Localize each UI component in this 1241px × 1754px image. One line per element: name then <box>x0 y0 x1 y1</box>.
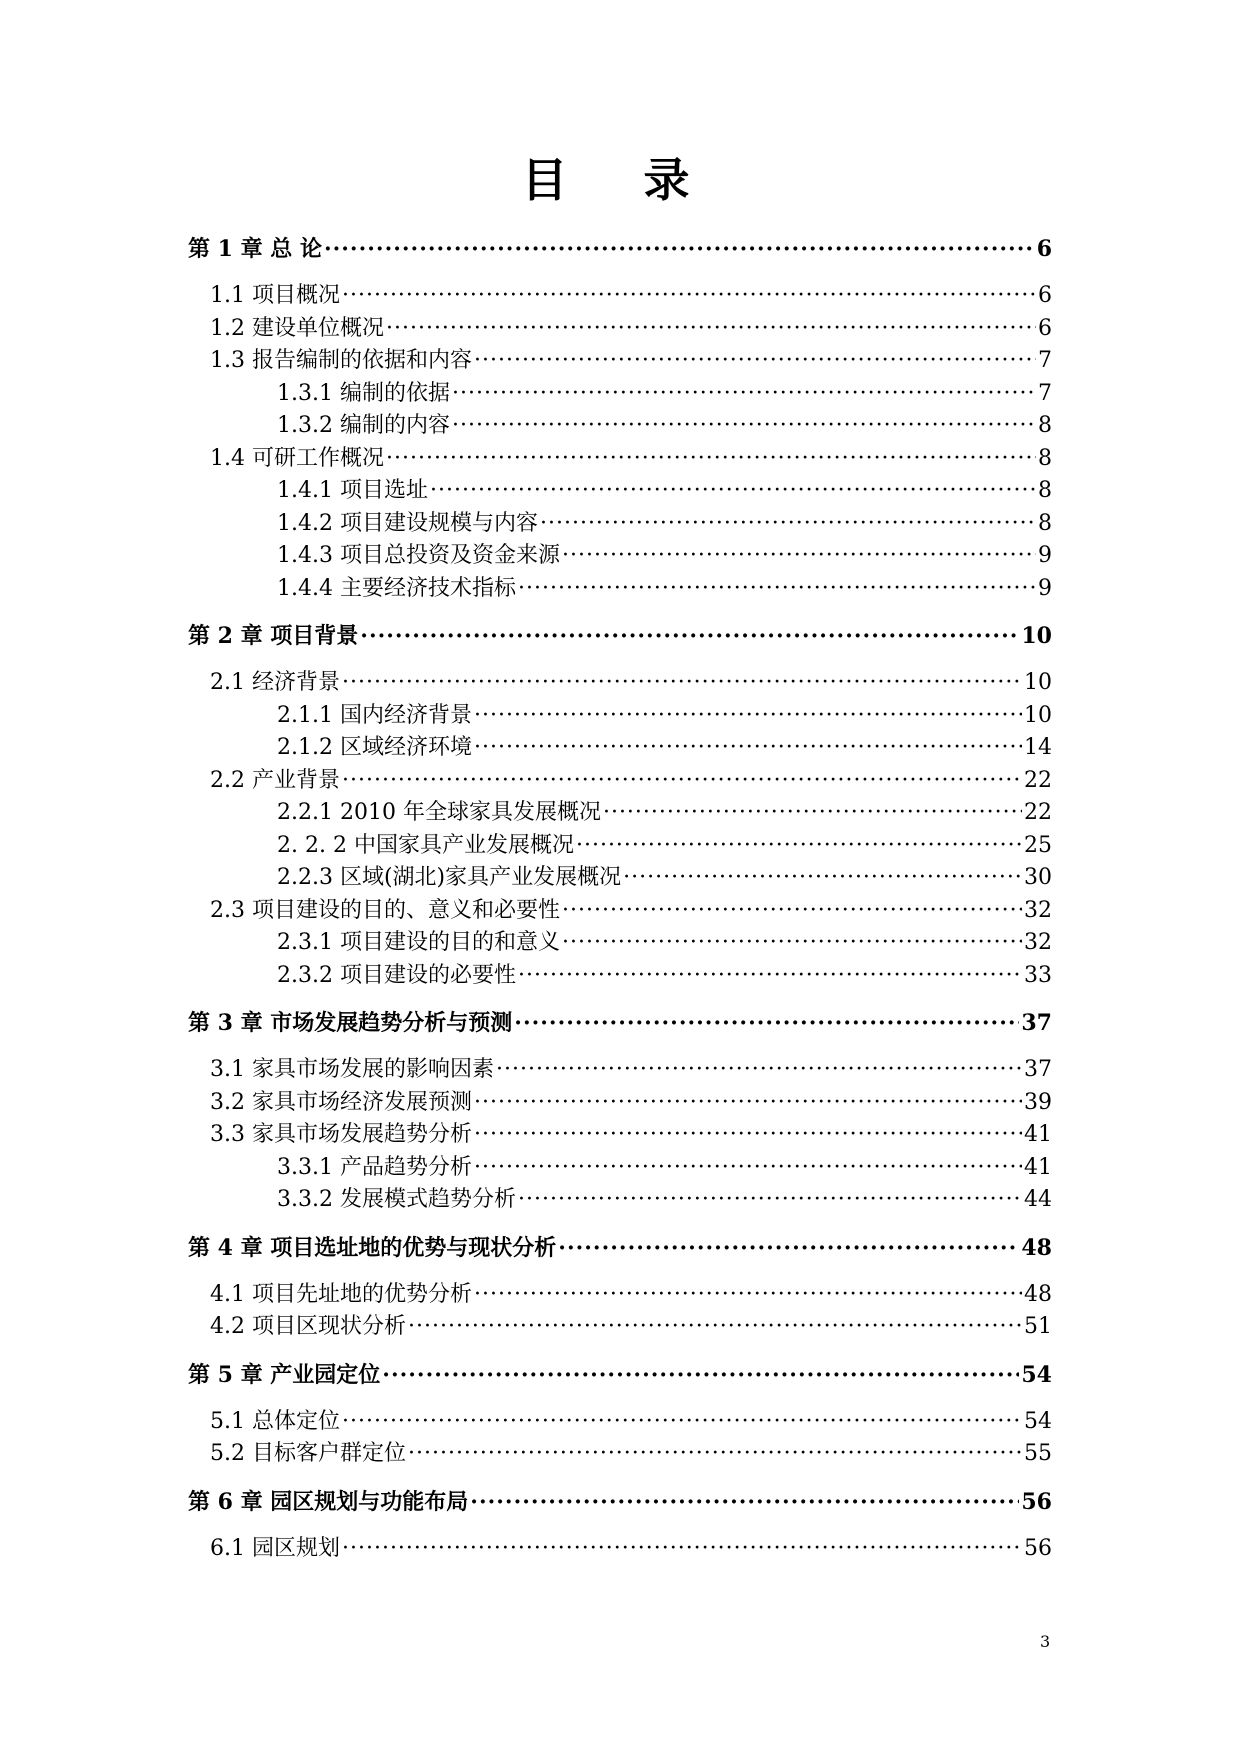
toc-entry-label: 5.1 总体定位 <box>210 1408 340 1434</box>
toc-entry-label: 2.1.1 国内经济背景 <box>277 702 472 728</box>
toc-entry-page: 14 <box>1024 735 1052 760</box>
toc-section-entry[interactable] <box>188 1311 1052 1344</box>
toc-section-entry[interactable] <box>188 443 1052 476</box>
toc-entry-label: 2.2.1 2010 年全球家具发展概况 <box>277 800 601 825</box>
toc-dot-leader <box>518 960 1022 993</box>
toc-dot-leader <box>576 830 1022 863</box>
toc-section-entry[interactable] <box>188 1087 1052 1120</box>
toc-entry-page: 39 <box>1024 1089 1052 1115</box>
toc-entry-page: 25 <box>1024 832 1052 858</box>
toc-section-entry[interactable] <box>188 830 1052 863</box>
toc-section-entry[interactable] <box>188 1279 1052 1312</box>
toc-entry-label: 1.4.1 项目选址 <box>277 478 428 503</box>
toc-entry-label: 2. 2. 2 中国家具产业发展概况 <box>277 832 574 858</box>
toc-section-entry[interactable] <box>188 508 1052 541</box>
toc-section-entry[interactable] <box>188 475 1052 508</box>
toc-entry-page: 33 <box>1024 962 1052 988</box>
toc-entry-page: 10 <box>1021 623 1052 649</box>
toc-section-entry[interactable] <box>188 1533 1052 1566</box>
toc-entry-label: 5.2 目标客户群定位 <box>210 1441 406 1466</box>
toc-entry-page: 22 <box>1024 767 1052 793</box>
toc-entry-label: 4.2 项目区现状分析 <box>210 1314 406 1339</box>
toc-dot-leader <box>474 1152 1022 1185</box>
toc-entry-label: 第 6 章 园区规划与功能布局 <box>188 1488 469 1515</box>
toc-entry-label: 2.3.2 项目建设的必要性 <box>277 962 516 988</box>
toc-chapter-entry[interactable] <box>188 1358 1052 1392</box>
toc-dot-leader <box>324 232 1035 266</box>
toc-dot-leader <box>474 1119 1022 1152</box>
toc-entry-label: 2.1 经济背景 <box>210 670 340 695</box>
toc-entry-page: 56 <box>1024 1535 1052 1561</box>
toc-section-entry[interactable] <box>188 1119 1052 1152</box>
toc-entry-page: 9 <box>1038 543 1052 568</box>
toc-entry-label: 3.3.2 发展模式趋势分析 <box>277 1187 516 1212</box>
toc-dot-leader <box>623 862 1022 895</box>
toc-entry-page: 37 <box>1021 1010 1052 1036</box>
toc-entry-page: 8 <box>1038 510 1052 536</box>
toc-dot-leader <box>518 1184 1022 1217</box>
toc-entry-label: 1.4.4 主要经济技术指标 <box>277 575 516 601</box>
toc-entry-label: 3.2 家具市场经济发展预测 <box>210 1089 472 1115</box>
toc-entry-label: 1.4 可研工作概况 <box>210 445 384 471</box>
toc-entry-page: 55 <box>1024 1441 1052 1466</box>
toc-entry-label: 1.3 报告编制的依据和内容 <box>210 348 472 373</box>
toc-entry-page: 48 <box>1024 1281 1052 1307</box>
toc-dot-leader <box>408 1438 1022 1471</box>
toc-dot-leader <box>540 508 1036 541</box>
toc-section-entry[interactable] <box>188 797 1052 830</box>
toc-section-entry[interactable] <box>188 667 1052 700</box>
toc-dot-leader <box>430 475 1036 508</box>
page-number: 3 <box>1040 1632 1051 1651</box>
toc-entry-label: 3.3 家具市场发展趋势分析 <box>210 1122 472 1147</box>
toc-dot-leader <box>496 1054 1022 1087</box>
toc-entry-label: 1.3.2 编制的内容 <box>277 413 450 438</box>
toc-entry-page: 41 <box>1024 1122 1052 1147</box>
toc-entry-page: 9 <box>1038 575 1052 601</box>
toc-entry-page: 48 <box>1021 1234 1052 1261</box>
toc-section-entry[interactable] <box>188 732 1052 765</box>
toc-section-entry[interactable] <box>188 1406 1052 1439</box>
toc-section-entry[interactable] <box>188 1184 1052 1217</box>
toc-entry-label: 3.1 家具市场发展的影响因素 <box>210 1057 494 1082</box>
toc-section-entry[interactable] <box>188 927 1052 960</box>
toc-entry-label: 1.1 项目概况 <box>210 283 340 308</box>
toc-entry-label: 2.3 项目建设的目的、意义和必要性 <box>210 897 560 923</box>
toc-entry-label: 1.2 建设单位概况 <box>210 315 384 341</box>
toc-entry-page: 30 <box>1024 865 1052 890</box>
toc-entry-label: 3.3.1 产品趋势分析 <box>277 1154 472 1180</box>
toc-entry-page: 8 <box>1038 478 1052 503</box>
toc-dot-leader <box>386 443 1036 476</box>
toc-dot-leader <box>603 797 1022 830</box>
toc-section-entry[interactable] <box>188 313 1052 346</box>
table-of-contents <box>188 232 1052 1565</box>
toc-entry-label: 1.4.3 项目总投资及资金来源 <box>277 543 560 568</box>
toc-dot-leader <box>562 927 1022 960</box>
toc-dot-leader <box>514 1006 1019 1040</box>
toc-entry-page: 10 <box>1024 670 1052 695</box>
toc-entry-page: 56 <box>1021 1488 1052 1515</box>
toc-entry-label: 第 1 章 总 论 <box>188 236 322 262</box>
toc-dot-leader <box>518 573 1036 606</box>
toc-section-entry[interactable] <box>188 280 1052 313</box>
toc-entry-label: 1.3.1 编制的依据 <box>277 380 450 406</box>
toc-section-entry[interactable] <box>188 540 1052 573</box>
toc-entry-page: 32 <box>1024 930 1052 955</box>
toc-section-entry[interactable] <box>188 765 1052 798</box>
toc-entry-page: 6 <box>1038 283 1052 308</box>
toc-dot-leader <box>342 1533 1022 1566</box>
toc-entry-label: 4.1 项目先址地的优势分析 <box>210 1281 472 1307</box>
toc-entry-label: 第 4 章 项目选址地的优势与现状分析 <box>188 1234 557 1261</box>
toc-entry-label: 1.4.2 项目建设规模与内容 <box>277 510 538 536</box>
toc-chapter-entry[interactable] <box>188 1231 1052 1265</box>
toc-entry-page: 37 <box>1024 1057 1052 1082</box>
toc-entry-label: 6.1 园区规划 <box>210 1535 340 1561</box>
toc-entry-page: 51 <box>1024 1314 1052 1339</box>
toc-entry-page: 7 <box>1038 348 1052 373</box>
toc-section-entry[interactable] <box>188 700 1052 733</box>
page-title: 目 录 <box>521 153 720 207</box>
toc-dot-leader <box>558 1231 1019 1265</box>
toc-entry-page: 6 <box>1036 236 1052 262</box>
toc-section-entry[interactable] <box>188 1438 1052 1471</box>
toc-dot-leader <box>452 410 1036 443</box>
toc-dot-leader <box>562 895 1022 928</box>
toc-dot-leader <box>452 378 1036 411</box>
toc-entry-page: 44 <box>1024 1187 1052 1212</box>
toc-dot-leader <box>474 345 1036 378</box>
toc-section-entry[interactable] <box>188 378 1052 411</box>
toc-dot-leader <box>342 1406 1022 1439</box>
toc-section-entry[interactable] <box>188 1054 1052 1087</box>
toc-dot-leader <box>470 1485 1019 1519</box>
toc-entry-page: 54 <box>1024 1408 1052 1434</box>
toc-dot-leader <box>342 765 1022 798</box>
toc-entry-label: 2.3.1 项目建设的目的和意义 <box>277 930 560 955</box>
toc-dot-leader <box>474 732 1022 765</box>
toc-section-entry[interactable] <box>188 960 1052 993</box>
toc-chapter-entry[interactable] <box>188 1485 1052 1519</box>
toc-dot-leader <box>382 1358 1019 1392</box>
toc-dot-leader <box>386 313 1036 346</box>
toc-entry-page: 6 <box>1038 315 1052 341</box>
toc-section-entry[interactable] <box>188 345 1052 378</box>
toc-entry-label: 第 2 章 项目背景 <box>188 623 359 649</box>
toc-entry-page: 8 <box>1038 445 1052 471</box>
toc-chapter-entry[interactable] <box>188 619 1052 653</box>
toc-dot-leader <box>342 280 1036 313</box>
toc-entry-page: 10 <box>1024 702 1052 728</box>
toc-section-entry[interactable] <box>188 1152 1052 1185</box>
toc-entry-label: 2.2 产业背景 <box>210 767 340 793</box>
toc-dot-leader <box>474 1279 1022 1312</box>
toc-entry-page: 22 <box>1024 800 1052 825</box>
toc-dot-leader <box>562 540 1036 573</box>
toc-entry-page: 32 <box>1024 897 1052 923</box>
toc-entry-label: 第 5 章 产业园定位 <box>188 1361 381 1388</box>
toc-dot-leader <box>342 667 1022 700</box>
toc-dot-leader <box>360 619 1019 653</box>
toc-entry-label: 2.1.2 区域经济环境 <box>277 735 472 760</box>
toc-dot-leader <box>474 700 1022 733</box>
toc-section-entry[interactable] <box>188 410 1052 443</box>
toc-entry-label: 2.2.3 区域(湖北)家具产业发展概况 <box>277 865 622 890</box>
toc-entry-label: 第 3 章 市场发展趋势分析与预测 <box>188 1010 513 1036</box>
toc-entry-page: 41 <box>1024 1154 1052 1180</box>
toc-entry-page: 8 <box>1038 413 1052 438</box>
toc-chapter-entry[interactable] <box>188 1006 1052 1040</box>
toc-entry-page: 7 <box>1038 380 1052 406</box>
toc-section-entry[interactable] <box>188 895 1052 928</box>
toc-dot-leader <box>474 1087 1022 1120</box>
toc-dot-leader <box>408 1311 1022 1344</box>
toc-section-entry[interactable] <box>188 862 1052 895</box>
toc-entry-page: 54 <box>1021 1361 1052 1388</box>
toc-section-entry[interactable] <box>188 573 1052 606</box>
toc-chapter-entry[interactable] <box>188 232 1052 266</box>
